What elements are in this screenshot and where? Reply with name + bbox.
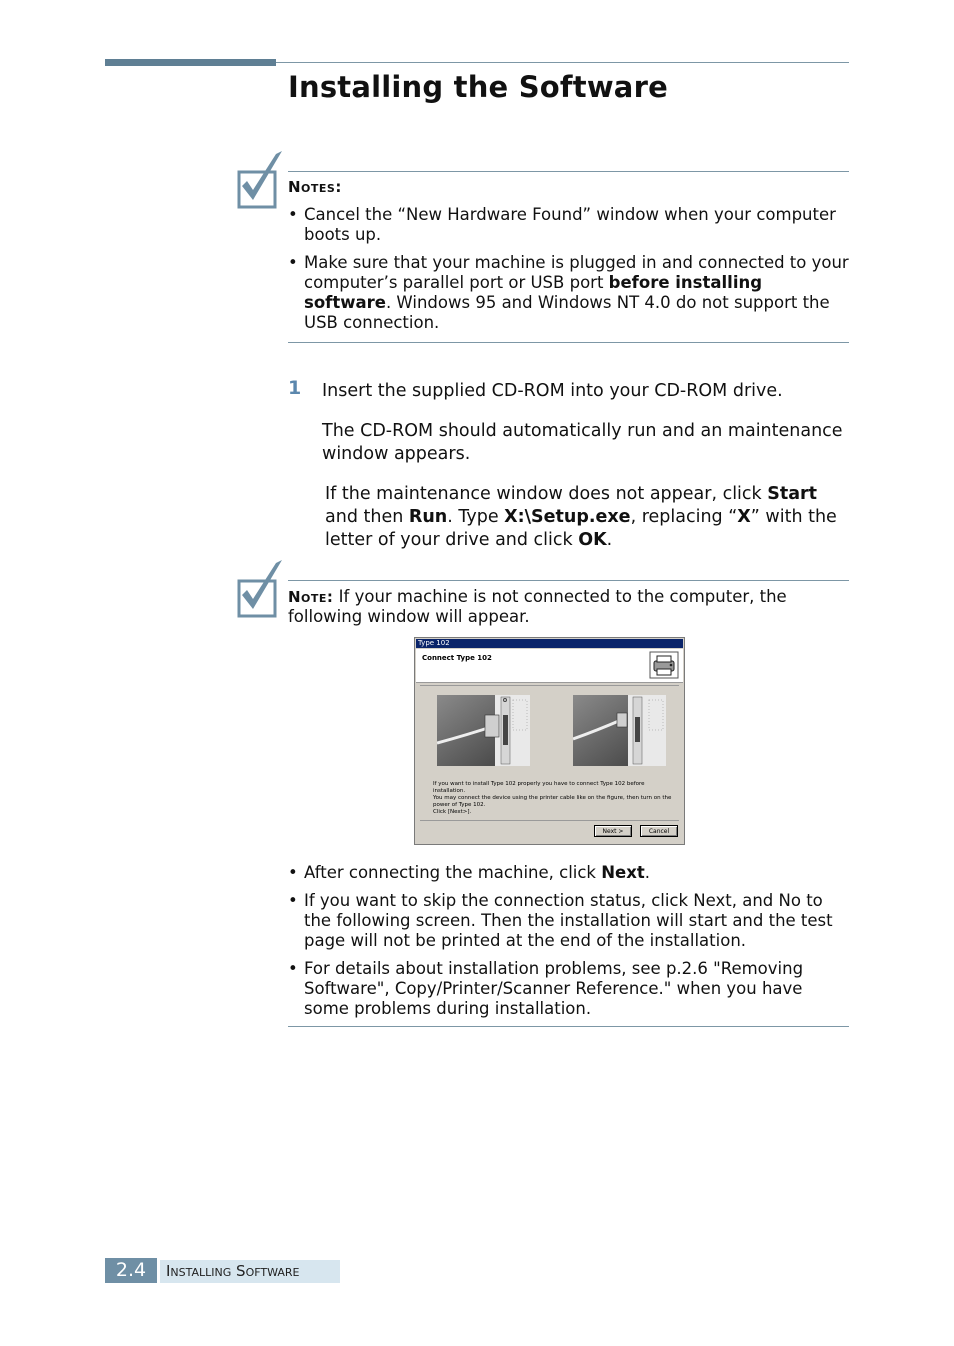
connect-dialog-screenshot [414, 637, 685, 845]
printer-icon [649, 651, 679, 679]
dialog-divider [420, 685, 679, 686]
note-top-rule [288, 580, 849, 581]
notes-heading: Notes: [288, 178, 342, 196]
list-item: • If you want to skip the connection status, click Next, and No to the following screen. Then the installation will start and the test page will not be printed at the end of the installation. [288, 891, 850, 951]
usb-port-image [573, 695, 666, 766]
step-text: Insert the supplied CD-ROM into your CD-ROM drive. [322, 381, 783, 401]
checkmark-icon [236, 148, 284, 210]
dialog-title: Type 102 [416, 639, 683, 648]
cancel-button[interactable]: Cancel [640, 825, 678, 837]
section-label: Installing Software [160, 1260, 340, 1283]
parallel-port-image [437, 695, 530, 766]
step-instructions: If the maintenance window does not appear, click Start and then Run. Type X:\Setup.exe, replacing “X” with the letter of your drive and click OK. [325, 484, 837, 550]
dialog-header [416, 649, 683, 683]
step-paragraph: The CD-ROM should automatically run and an maintenance window appears. [322, 421, 843, 464]
dialog-header-text: Connect Type 102 [422, 654, 492, 662]
note-text: Note: If your machine is not connected to the computer, the following window will appear. [288, 587, 787, 626]
page-number: 2.4 [105, 1258, 157, 1283]
after-bottom-rule [288, 1026, 849, 1027]
notes-top-rule [288, 171, 849, 172]
list-item: • Cancel the “New Hardware Found” window when your computer boots up. [288, 205, 850, 245]
header-accent-bar [105, 59, 276, 66]
page-title: Installing the Software [288, 70, 668, 104]
header-rule [276, 62, 849, 63]
dialog-button-divider [420, 820, 679, 821]
notes-bottom-rule [288, 342, 849, 343]
notes-list [288, 205, 850, 341]
step-number: 1 [288, 377, 302, 399]
next-button[interactable]: Next > [594, 825, 632, 837]
list-item: • Make sure that your machine is plugged in and connected to your computer’s parallel port or USB port before installing software. Windows 95 and Windows NT 4.0 do not support the USB connection. [288, 253, 850, 333]
list-item: • After connecting the machine, click Next. [288, 863, 850, 883]
dialog-message: If you want to install Type 102 properly you have to connect Type 102 before installation. You may connect the device using the printer cable like on the figure, then turn on the power of Type 102. Click [Next>]. [433, 781, 672, 815]
after-list [288, 863, 850, 1027]
list-item: • For details about installation problems, see p.2.6 "Removing Software", Copy/Printer/Scanner Reference." when you have some problems during installation. [288, 959, 850, 1019]
checkmark-icon [236, 557, 284, 619]
